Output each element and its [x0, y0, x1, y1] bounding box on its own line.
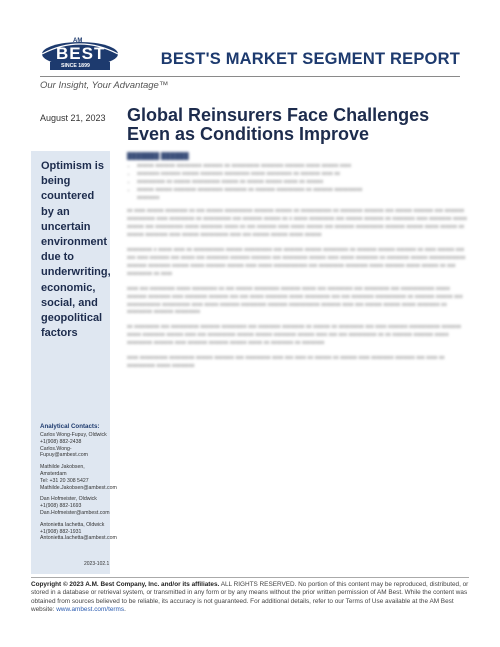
- publication-date: August 21, 2023: [40, 113, 106, 123]
- analytical-contacts: [40, 423, 117, 547]
- contact-email[interactable]: Antonietta.Iachetta@ambest.com: [40, 535, 117, 542]
- contacts-title: Analytical Contacts:: [40, 423, 100, 430]
- contact-email[interactable]: Carlos.Wong-Fupuy@ambest.com: [40, 445, 88, 459]
- logo-best-text: BEST: [56, 44, 106, 63]
- contact-phone: Tel: +31 20 308 5427: [40, 477, 89, 484]
- contact-card: [40, 521, 117, 542]
- contact-phone: +1(908) 882-1693: [40, 503, 82, 510]
- contact-email[interactable]: Mathilde.Jakobsen@ambest.com: [40, 484, 117, 491]
- contact-card: [40, 464, 117, 491]
- contact-email[interactable]: Dan.Hofmeister@ambest.com: [40, 509, 110, 516]
- copyright-text: Copyright © 2023 A.M. Best Company, Inc. and/or its affiliates.: [31, 581, 220, 588]
- terms-link[interactable]: www.ambest.com/terms: [56, 606, 125, 614]
- rights-text: ALL RIGHTS RESERVED. No portion of this content may be reproduced, distributed, or stored in a database or retrieval system, or transmitted in any form or by any means without the prior written permission of AM Best. While the content was obtained from sources believed to be reliable, its accuracy is not guaranteed. For additional details, refer to our Terms of Use available at the AM Best website:: [31, 581, 469, 614]
- contact-phone: +1(908) 882-1931: [40, 528, 82, 535]
- contact-name: Antonietta Iachetta, Oldwick: [40, 521, 105, 528]
- contact-phone: +1(908) 882-2438: [40, 438, 82, 445]
- report-title: BEST'S MARKET SEGMENT REPORT: [160, 50, 460, 68]
- am-best-logo[interactable]: [40, 40, 128, 79]
- article-body-blurred: ███████ ██████ • xxxxxx xxxxxxx xxxxxxxxx xxxxxxx xx xxxxxxxxxx xxxxxxxx xxxxxxx xxxxx xxxxxx xxxx • xxxxxxxx xxxxxxx xxxxxx xxxxxxxx xxxxxxxxx xxxxx xxxxxxxxx xx xxxxxxx xxxx xx • xxxxxxxxxx xx xxxxxx xxxxxxxxxx xxxxxx xx xxxxxx xxxxxx xxxxx xx xxxxxx • xxxxxx xxxxxx xxxxxxxx xxxxxxxxx xxxxxxxx xx xxxxxxx xxxxxxxxxx xx xxxxxxx xxxxxxxxxx xxxxxxxx xx xxxx xxxxxx xxxxxxxx xx xxx xxxxxx xxxxxxxxxx xxxxxxx xxxxxx xx xxxxxxxxxxx xx xxxxxxxx xxxxxxx xxx xxxxxx xxxxxxx xxx xxxxxxx xxxxxxxxxx xxxx xxxxxxxxx xx xxxxxxxxxx xxx xxxxxxx xxxxxx xx x xxxxx xxxxxxxxx xxx xxxxxx xxxxxxx xx xxxxxxxx xxxx xxxxxxxx xxxxx xxxxxx xxx xxxxxxxxxx xxxxx xxxxxxxx xxxxx xx xxx xxxxxxx xxxx xxxxx xxxxxx xxx xxxxxxx xxxxxxxxxx xxxxxxx xxxxxx xxxxx xxxxxx xx xxxxxx xxxxxxxx xxxx xxxxxx xxxxxxxxxx xxxx xxx xxxxxx xxxxxx xxxxx xxxxxx xxxxxxxxx x xxxxx xxxx xx xxxxxxxxxxx xxxxxx xxxxxxxxxx xxx xxxxxxx xxxxxx xxxxxxxxx xx xxxxxxx xxxxxx xxxxxxx xx xxxx xxxxxx xxx xxx xxxx xxxxxxx xxx xxxxx xxx xxxxxxxx xxxxxxx xxxxxxx xxx xxxxxxxxx xxxxxx xxxx xxxxx xxxxxxxx xx xxxxxxxx xxxxxx xxxxxxxxxxxxx xxxxxxx xxxxxxxx xxxxxx xxxxx xxxxxxx xxxxxx xxxx xxxxx xxxxxxxxxxxx xxx xxxxxxxxx xxxxxxxx xxxxx xxxxxxx xxxxx xxxxxx xx xxx xxxxxxxxx xx xxxx xxxx xxx xxxxxxxxx xxxxx xxxxxxxxx xx xxx xxxxxx xxxxxxxxx xxxxxxx xxxxx xxx xxxxxxxxx xxx xxxxxxxxx xxx xxxxxxxxxxxx xxxxx xxxxxxx xxxxxxxx xxxx xxxxxxxx xxxxxxx xxx xxx xxxxx xxxxxxxx xxxxx xxxxxxxxx xxx xxx xxxxxxxx xxxxxxxxxxx xx xxxxxxx xxxxxx xxx xxxxxxxxxxxx xxxxxxxxxx xxxx xxxxx xxxxxxx xxxxxxxxx xxxxxxx xxxxxxxxxxx xxxxxxx xxxx xxx xxxxxx xxxxxx xxxxx xxxxxxxx xx xxxxxxxxx xxxxxxx xxxxxxxxx xx xxxxxxxxx xxx xxxxxxxxxx xxxxxxx xxxxxxxxx xxx xxxxxxxx xxxxxxxx xx xxxxxx xx xxxxxxxxx xxx xxxx xxxxxxx xxxxxxxxxxx xxxxxxx xxxxx xxxxxxxx xxxxxx xxxx xxx xxxxxxxxxx xxxxxx xxxxxx xxxxxxxx xxxxxx xxxx xxx xxx xxxxxxxxxx xx xx xxxxxxx xxxxxxx xxxxx xxxxxxxxx xxxxxxx xxxx xxxxxxx xxxxxxx xxxxxx xxxxx xx xxxxxxxx xx xxxxxxxx xxxx xxxxxxxxxx xxxxxxxxx xxxxxx xxxxxxx xxx xxxxxxxxx xxxx xxx xxxx xx xxxxxx xx xxxxxx xxxx xxxxxxxx xxxxxxx xxx xxxx xx xxxxxxxxxx xxxxx xxxxxxxx: [127, 153, 469, 378]
- logo-am-text: AM: [73, 38, 83, 44]
- footer-end: .: [124, 606, 126, 614]
- report-header: [0, 0, 500, 91]
- header-divider: [40, 76, 460, 77]
- footer-legal: [31, 581, 471, 615]
- pull-quote: Optimism is being countered by an uncertain environment due to underwriting, economic, social, and geopolitical factors: [41, 160, 111, 340]
- document-number: 2023-102.1: [84, 561, 110, 567]
- logo-since-text: SINCE 1899: [61, 63, 90, 69]
- contact-name: Dan Hofmeister, Oldwick: [40, 496, 97, 503]
- footer-divider: [31, 577, 469, 578]
- tagline: Our Insight, Your Advantage™: [40, 80, 169, 91]
- contact-card: [40, 432, 112, 459]
- contact-card: [40, 496, 112, 516]
- page-title: Global Reinsurers Face Challenges Even as Conditions Improve: [127, 105, 430, 144]
- contact-name: Carlos Wong-Fupuy, Oldwick: [40, 432, 107, 438]
- contact-name: Mathilde Jakobsen, Amsterdam: [40, 464, 85, 477]
